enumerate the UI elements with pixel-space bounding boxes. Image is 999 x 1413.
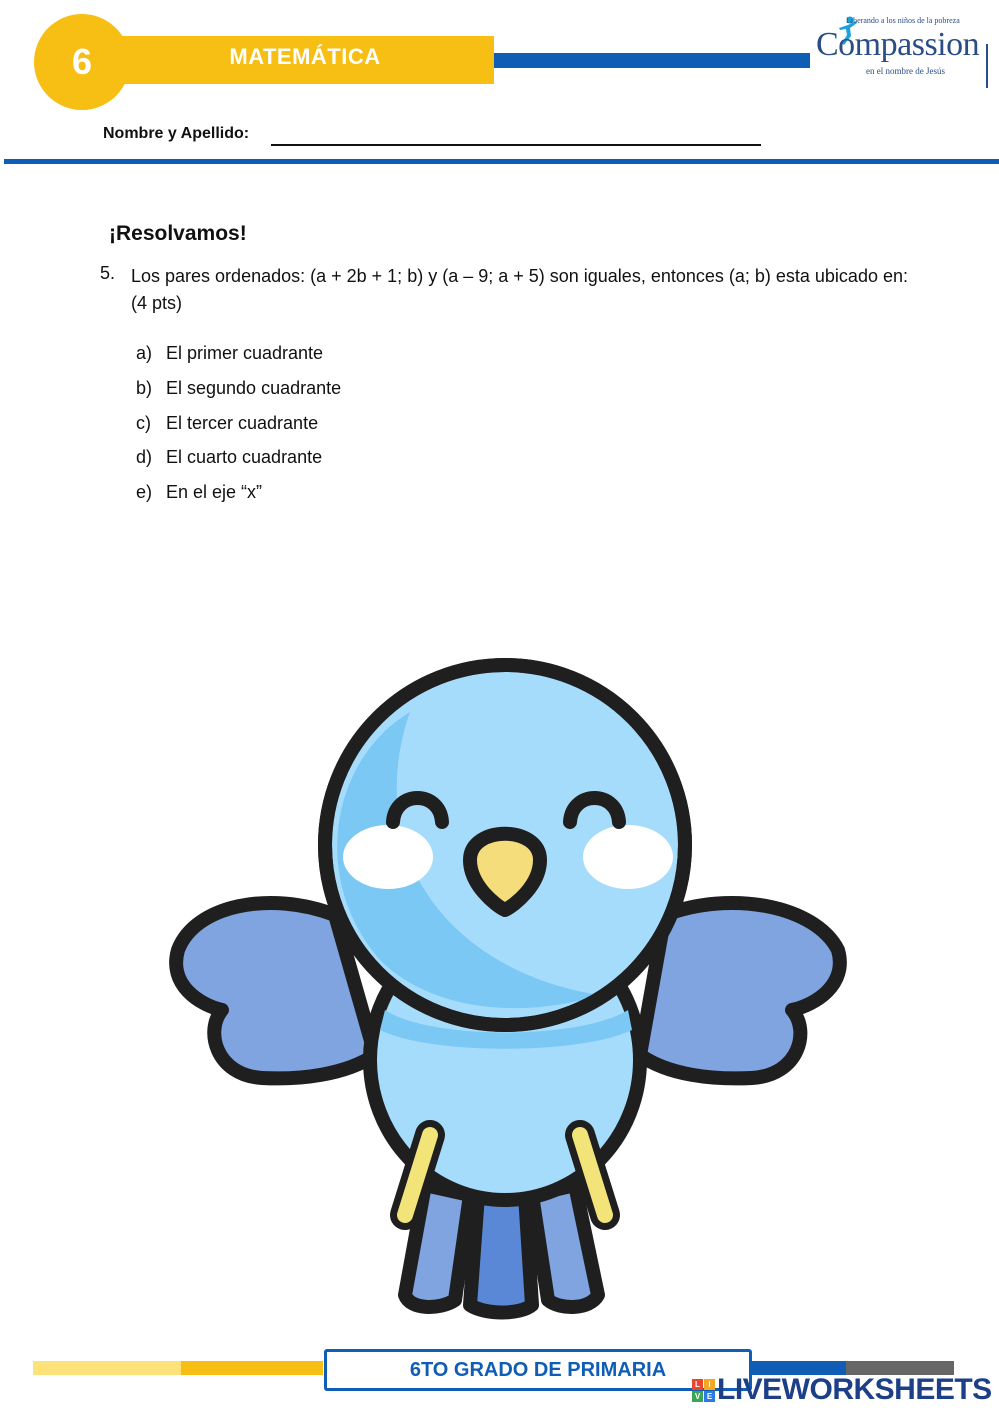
option-text: El segundo cuadrante bbox=[166, 378, 342, 398]
option-text: El cuarto cuadrante bbox=[166, 447, 323, 467]
option-c[interactable] bbox=[136, 413, 318, 434]
footer-grade-label: 6TO GRADO DE PRIMARIA bbox=[409, 1358, 667, 1381]
name-label: Nombre y Apellido: bbox=[103, 125, 250, 142]
compassion-logo bbox=[806, 14, 992, 84]
option-letter: c) bbox=[136, 413, 151, 433]
header-blue-bar bbox=[494, 53, 810, 68]
question-text: Los pares ordenados: (a + 2b + 1; b) y (a – 9; a + 5) son iguales, entonces (a; b) esta ubicado en: (4 pts) bbox=[131, 266, 908, 313]
option-letter: b) bbox=[136, 378, 153, 398]
lw-icon-letter: E bbox=[704, 1391, 715, 1402]
grade-badge bbox=[34, 14, 130, 110]
logo-subline: en el nombre de Jesús bbox=[866, 66, 945, 76]
footer-bar-yellow bbox=[181, 1361, 323, 1375]
header-divider bbox=[4, 159, 999, 164]
name-input-line[interactable] bbox=[271, 144, 761, 146]
footer-bar-light-yellow bbox=[33, 1361, 181, 1375]
logo-brand: Compassion bbox=[816, 26, 980, 63]
option-text: El primer cuadrante bbox=[166, 343, 324, 363]
subject-banner bbox=[116, 36, 494, 84]
option-a[interactable] bbox=[136, 343, 323, 364]
option-letter: d) bbox=[136, 447, 153, 467]
liveworksheets-wordmark: LIVEWORKSHEETS bbox=[717, 1373, 992, 1406]
option-letter: a) bbox=[136, 343, 153, 363]
liveworksheets-icon bbox=[692, 1379, 715, 1402]
option-text: En el eje “x” bbox=[166, 482, 263, 502]
question-number: 5. bbox=[100, 263, 116, 283]
logo-tagline: Liberando a los niños de la pobreza bbox=[846, 16, 960, 25]
section-title: ¡Resolvamos! bbox=[109, 222, 247, 245]
lw-icon-letter: L bbox=[692, 1379, 703, 1390]
logo-divider bbox=[986, 44, 988, 88]
grade-number: 6 bbox=[71, 41, 93, 82]
option-d[interactable] bbox=[136, 447, 322, 468]
subject-title: MATEMÁTICA bbox=[229, 44, 381, 69]
option-text: El tercer cuadrante bbox=[166, 413, 319, 433]
lw-icon-letter: I bbox=[704, 1379, 715, 1390]
liveworksheets-logo[interactable] bbox=[692, 1372, 992, 1408]
option-letter: e) bbox=[136, 482, 153, 502]
option-e[interactable] bbox=[136, 482, 262, 503]
option-b[interactable] bbox=[136, 378, 341, 399]
blue-bird-icon bbox=[160, 655, 860, 1325]
lw-icon-letter: V bbox=[692, 1391, 703, 1402]
footer-grade-label-box bbox=[324, 1349, 752, 1391]
